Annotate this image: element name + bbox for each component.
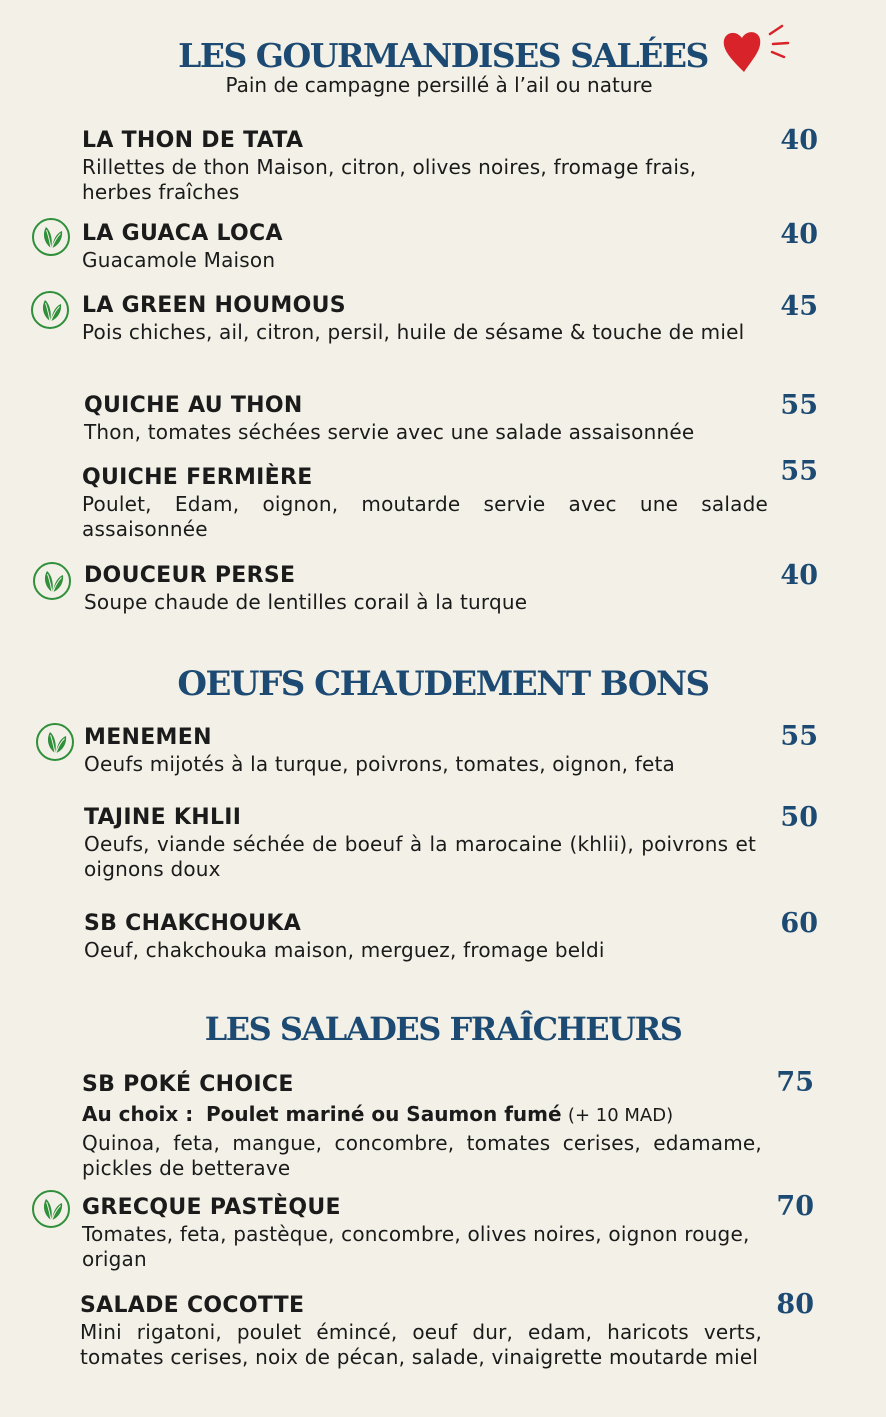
vegetarian-leaf-icon [31, 217, 71, 257]
vegetarian-leaf-icon [30, 290, 70, 330]
heart-icon [718, 22, 794, 76]
menu-item-green-houmous [82, 292, 767, 345]
section-title-eggs: OEUFS CHAUDEMENT BONS [177, 664, 709, 704]
item-description: Tomates, feta, pastèque, concombre, olives noires, oignon rouge, origan [82, 1222, 750, 1271]
item-description: Oeufs, viande séchée de boeuf à la marocaine (khlii), poivrons et oignons doux [84, 832, 756, 881]
item-price: 60 [780, 908, 818, 939]
item-name: DOUCEUR PERSE [84, 563, 296, 588]
item-name: TAJINE KHLII [84, 805, 242, 830]
item-price: 40 [780, 219, 818, 250]
item-price: 45 [780, 291, 818, 322]
item-price: 80 [776, 1289, 814, 1320]
vegetarian-leaf-icon [35, 722, 75, 762]
item-description: Guacamole Maison [82, 248, 276, 272]
item-description: Pois chiches, ail, citron, persil, huile de sésame & touche de miel [82, 320, 745, 344]
item-price: 50 [780, 802, 818, 833]
item-description: Quinoa, feta, mangue, concombre, tomates cerises, edamame, pickles de betterave [82, 1131, 762, 1180]
item-description: Mini rigatoni, poulet émincé, oeuf dur, edam, haricots verts, tomates cerises, noix de pécan, salade, vinaigrette moutarde miel [80, 1320, 762, 1369]
item-price: 40 [780, 125, 818, 156]
menu-item-grecque-pasteque [82, 1194, 754, 1272]
section-subtitle-savory: Pain de campagne persillé à l’ail ou nature [225, 73, 653, 97]
menu-item-menemen [84, 724, 774, 777]
item-choice [82, 1101, 762, 1129]
item-description: Thon, tomates séchées servie avec une salade assaisonnée [84, 420, 695, 444]
vegetarian-leaf-icon [32, 561, 72, 601]
vegetarian-leaf-icon [31, 1189, 71, 1229]
item-name: LA GREEN HOUMOUS [82, 293, 346, 318]
item-name: GRECQUE PASTÈQUE [82, 1195, 341, 1220]
menu-item-sb-chakchouka [84, 910, 774, 963]
item-price: 40 [780, 560, 818, 591]
item-name: SB POKÉ CHOICE [82, 1072, 294, 1097]
choice-options: Poulet mariné ou Saumon fumé [205, 1102, 562, 1126]
menu-item-quiche-au-thon [84, 392, 774, 445]
item-name: LA GUACA LOCA [82, 221, 283, 246]
choice-extra: (+ 10 MAD) [567, 1105, 674, 1126]
item-name: LA THON DE TATA [82, 128, 304, 153]
menu-item-guaca-loca [82, 220, 767, 273]
item-name: MENEMEN [84, 725, 212, 750]
item-price: 55 [780, 721, 818, 752]
item-name: SB CHAKCHOUKA [84, 911, 302, 936]
section-title-salads: LES SALADES FRAÎCHEURS [204, 1010, 682, 1048]
menu-item-quiche-fermiere [82, 464, 768, 542]
item-description: Poulet, Edam, oignon, moutarde servie avec une salade assaisonnée [82, 492, 768, 541]
section-title-savory: LES GOURMANDISES SALÉES [178, 36, 708, 75]
item-description: Oeuf, chakchouka maison, merguez, fromage beldi [84, 938, 605, 962]
menu-item-sb-poke-choice [82, 1071, 762, 1181]
item-price: 55 [780, 390, 818, 421]
item-price: 70 [776, 1191, 814, 1222]
menu-item-tajine-khlii [84, 804, 756, 882]
item-description: Rillettes de thon Maison, citron, olives noires, fromage frais, herbes fraîches [82, 155, 697, 204]
menu-item-douceur-perse [84, 562, 774, 615]
item-name: QUICHE AU THON [84, 393, 303, 418]
item-description: Soupe chaude de lentilles corail à la turque [84, 590, 528, 614]
item-name: SALADE COCOTTE [80, 1293, 305, 1318]
item-description: Oeufs mijotés à la turque, poivrons, tomates, oignon, feta [84, 752, 675, 776]
item-name: QUICHE FERMIÈRE [82, 465, 313, 490]
choice-label: Au choix : [82, 1102, 194, 1126]
item-price: 55 [780, 456, 818, 487]
item-price: 75 [776, 1067, 814, 1098]
menu-item-salade-cocotte [80, 1292, 762, 1370]
menu-item-thon-de-tata [82, 127, 767, 205]
